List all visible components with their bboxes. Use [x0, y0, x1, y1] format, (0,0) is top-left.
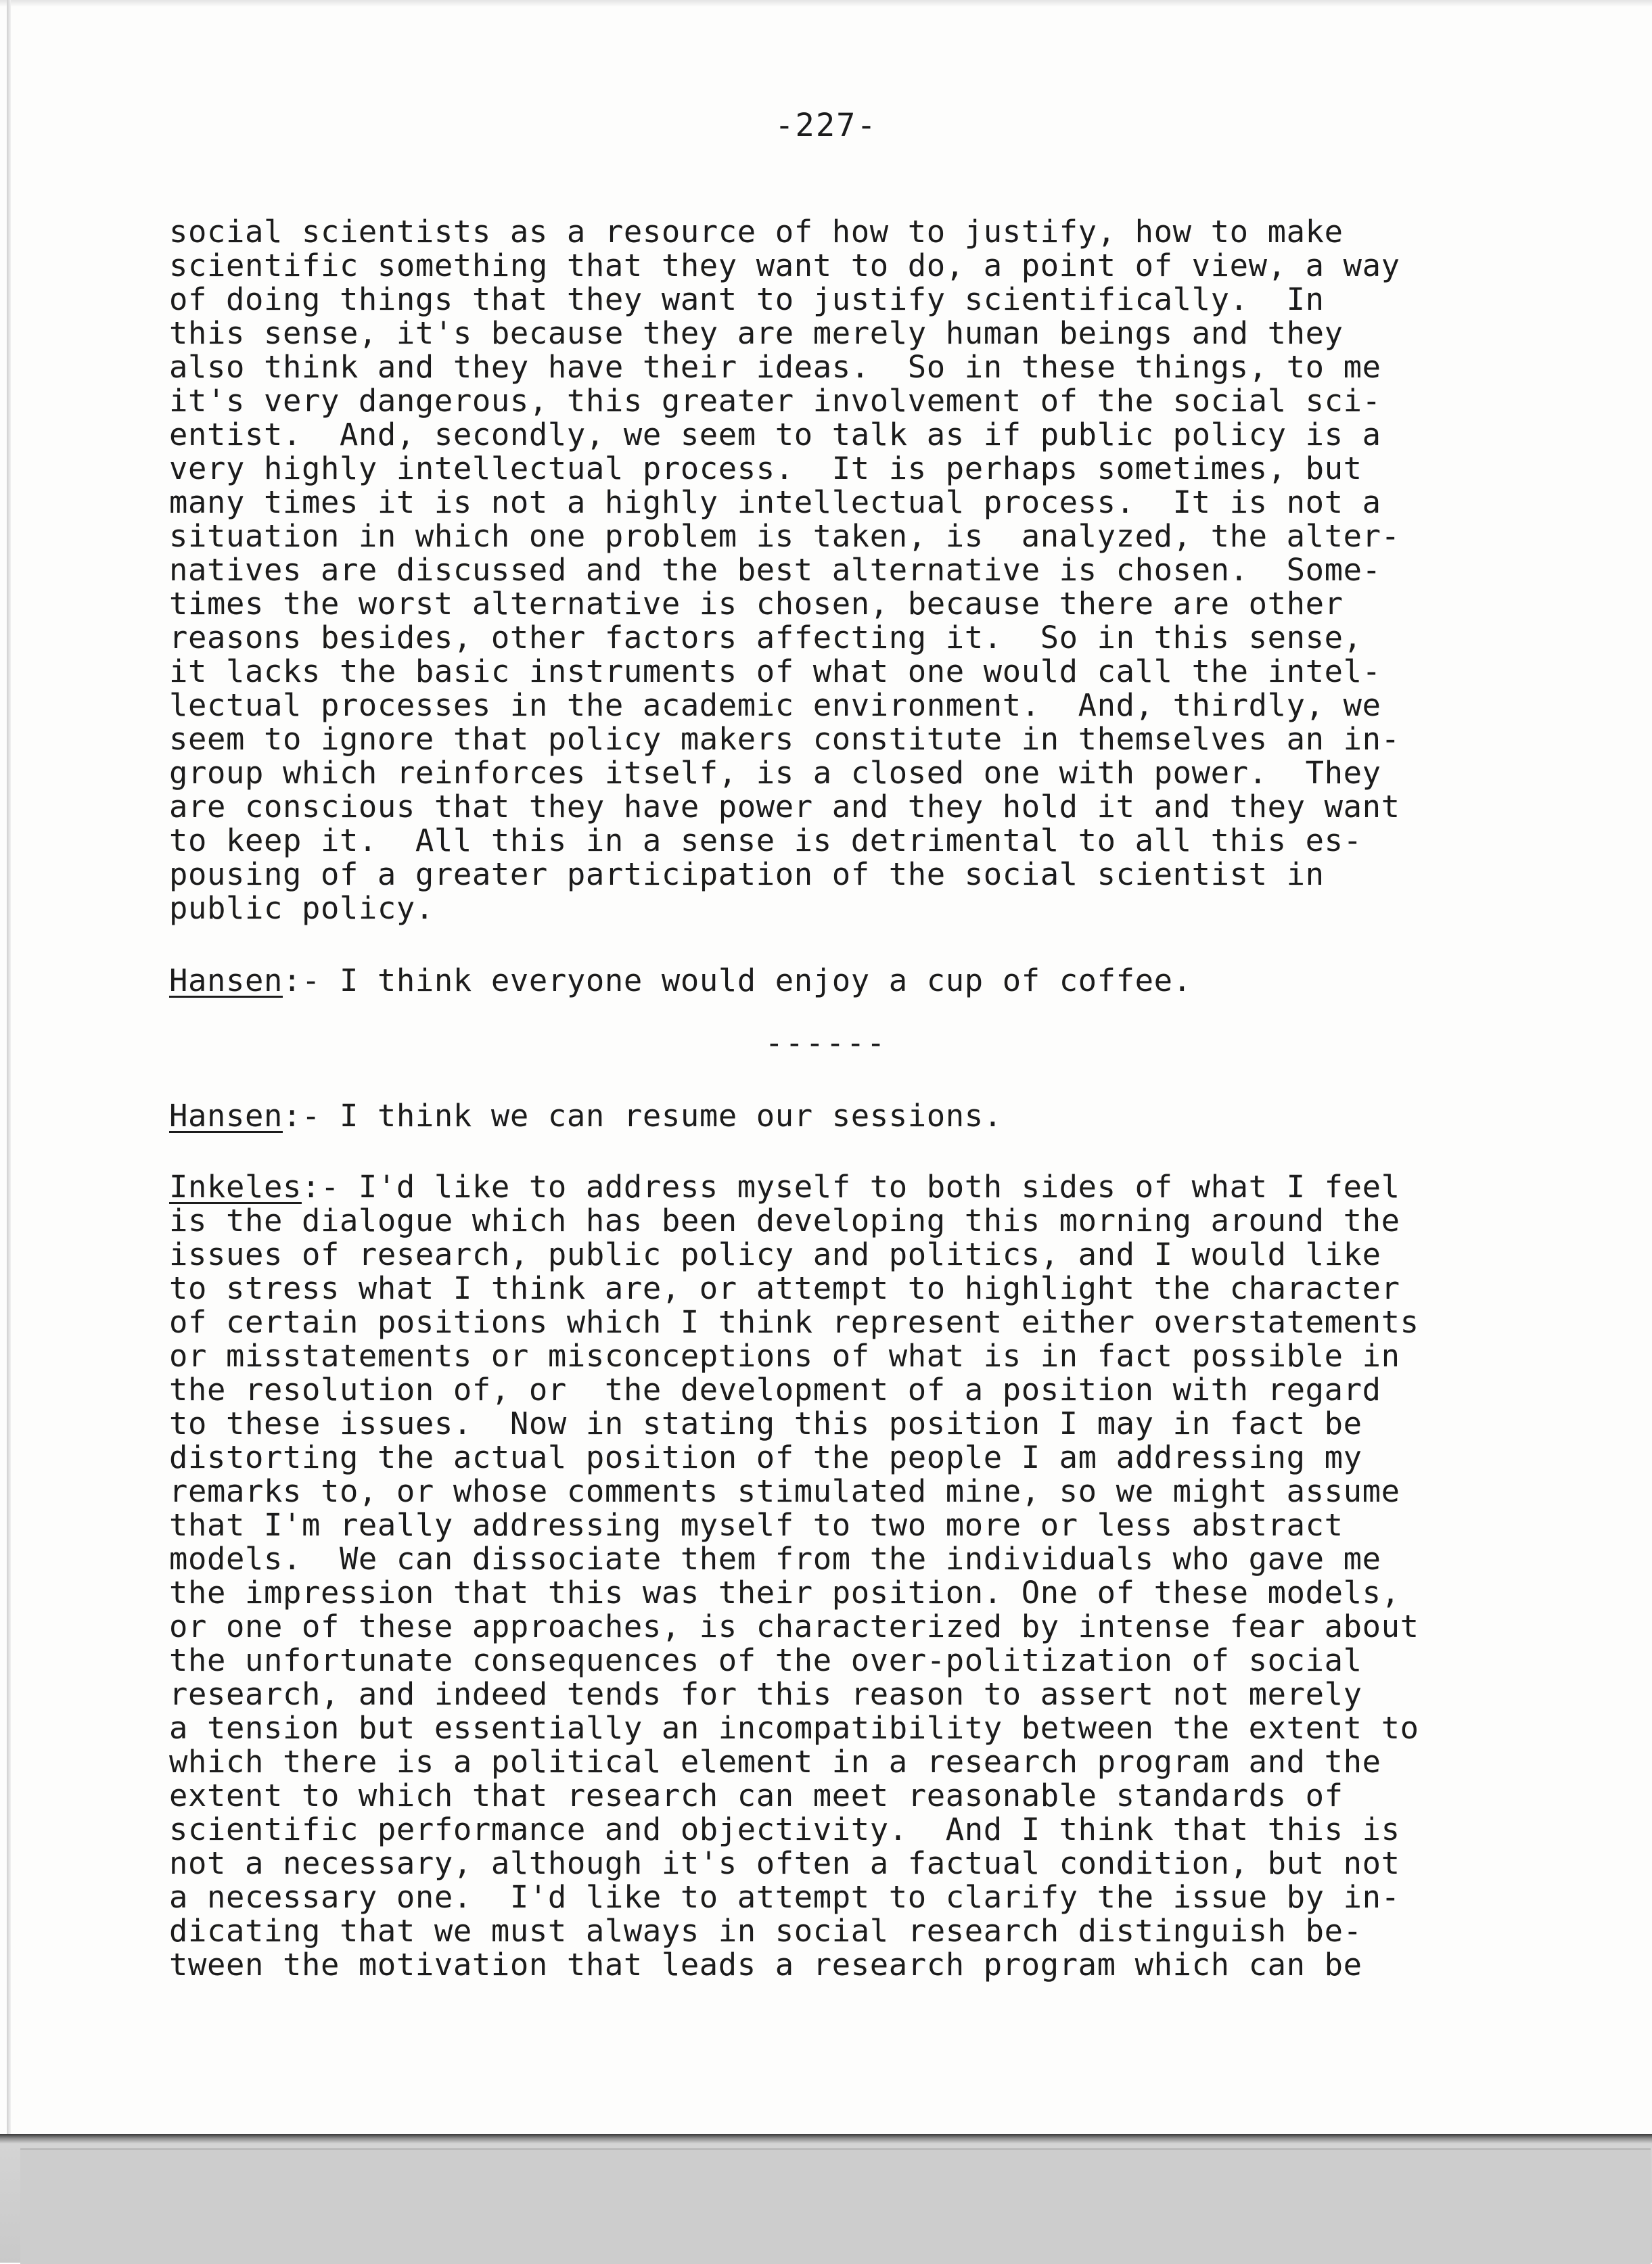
- text-line: of doing things that they want to justify scientifically. In: [169, 281, 1325, 317]
- section-divider: ------: [764, 1025, 888, 1061]
- page-number: -227-: [775, 107, 877, 144]
- text-line: issues of research, public policy and politics, and I would like: [169, 1237, 1381, 1272]
- text-line: natives are discussed and the best alternative is chosen. Some-: [169, 552, 1381, 588]
- text-line: times the worst alternative is chosen, because there are other: [169, 586, 1344, 622]
- text-line: [169, 1170, 1400, 1204]
- speaker-name: Inkeles: [169, 1169, 302, 1205]
- text-line: also think and they have their ideas. So in these things, to me: [169, 349, 1381, 385]
- text-line: a tension but essentially an incompatibility between the extent to: [169, 1710, 1419, 1746]
- text-line: [169, 1099, 1003, 1133]
- text-line: models. We can dissociate them from the individuals who gave me: [169, 1541, 1381, 1577]
- text-line: to these issues. Now in stating this position I may in fact be: [169, 1406, 1362, 1441]
- text-line: are conscious that they have power and they hold it and they want: [169, 789, 1400, 825]
- text-line: of certain positions which I think represent either overstatements: [169, 1304, 1419, 1340]
- text-line: which there is a political element in a research program and the: [169, 1744, 1381, 1780]
- text-line: that I'm really addressing myself to two more or less abstract: [169, 1507, 1344, 1543]
- text-line: research, and indeed tends for this reason to assert not merely: [169, 1676, 1362, 1712]
- speaker-name: Hansen: [169, 1098, 283, 1134]
- text-line: lectual processes in the academic environment. And, thirdly, we: [169, 687, 1381, 723]
- line-text: :- I think everyone would enjoy a cup of coffee.: [282, 963, 1192, 998]
- text-line: to stress what I think are, or attempt to highlight the character: [169, 1270, 1400, 1306]
- text-line: [169, 964, 1192, 998]
- speaker-name: Hansen: [169, 963, 283, 998]
- text-line: many times it is not a highly intellectual process. It is not a: [169, 484, 1381, 520]
- text-line: pousing of a greater participation of the social scientist in: [169, 856, 1325, 892]
- text-line: public policy.: [169, 890, 434, 926]
- text-line: distorting the actual position of the people I am addressing my: [169, 1439, 1362, 1475]
- text-line: scientific something that they want to do, a point of view, a way: [169, 248, 1400, 283]
- text-line: the resolution of, or the development of a position with regard: [169, 1372, 1381, 1408]
- text-line: the unfortunate consequences of the over-politization of social: [169, 1642, 1362, 1678]
- page-left-edge: [7, 0, 11, 2141]
- text-line: situation in which one problem is taken, is analyzed, the alter-: [169, 518, 1400, 554]
- text-line: entist. And, secondly, we seem to talk as if public policy is a: [169, 417, 1381, 453]
- text-line: it lacks the basic instruments of what one would call the intel-: [169, 653, 1381, 689]
- text-line: or misstatements or misconceptions of what is in fact possible in: [169, 1338, 1400, 1374]
- text-line: social scientists as a resource of how to justify, how to make: [169, 214, 1344, 250]
- text-line: seem to ignore that policy makers constitute in themselves an in-: [169, 721, 1400, 757]
- text-line: dicating that we must always in social research distinguish be-: [169, 1913, 1362, 1949]
- text-line: not a necessary, although it's often a factual condition, but not: [169, 1845, 1400, 1881]
- line-text: :- I'd like to address myself to both sides of what I feel: [301, 1169, 1400, 1205]
- text-line: the impression that this was their position. One of these models,: [169, 1575, 1400, 1611]
- text-line: a necessary one. I'd like to attempt to clarify the issue by in-: [169, 1879, 1400, 1915]
- text-line: it's very dangerous, this greater involvement of the social sci-: [169, 383, 1381, 419]
- text-line: to keep it. All this in a sense is detrimental to all this es-: [169, 823, 1362, 858]
- text-line: scientific performance and objectivity. And I think that this is: [169, 1811, 1400, 1847]
- text-line: or one of these approaches, is characterized by intense fear about: [169, 1609, 1419, 1644]
- text-line: group which reinforces itself, is a closed one with power. They: [169, 755, 1381, 791]
- text-line: very highly intellectual process. It is perhaps sometimes, but: [169, 451, 1362, 486]
- text-line: tween the motivation that leads a research program which can be: [169, 1947, 1362, 1983]
- scan-bottom-strip: [20, 2148, 1651, 2264]
- page-top-edge: [0, 0, 1652, 7]
- text-line: is the dialogue which has been developing this morning around the: [169, 1203, 1400, 1239]
- text-line: remarks to, or whose comments stimulated mine, so we might assume: [169, 1473, 1400, 1509]
- text-line: this sense, it's because they are merely human beings and they: [169, 315, 1344, 351]
- text-line: extent to which that research can meet reasonable standards of: [169, 1778, 1344, 1813]
- line-text: :- I think we can resume our sessions.: [282, 1098, 1003, 1134]
- text-line: reasons besides, other factors affecting it. So in this sense,: [169, 620, 1362, 655]
